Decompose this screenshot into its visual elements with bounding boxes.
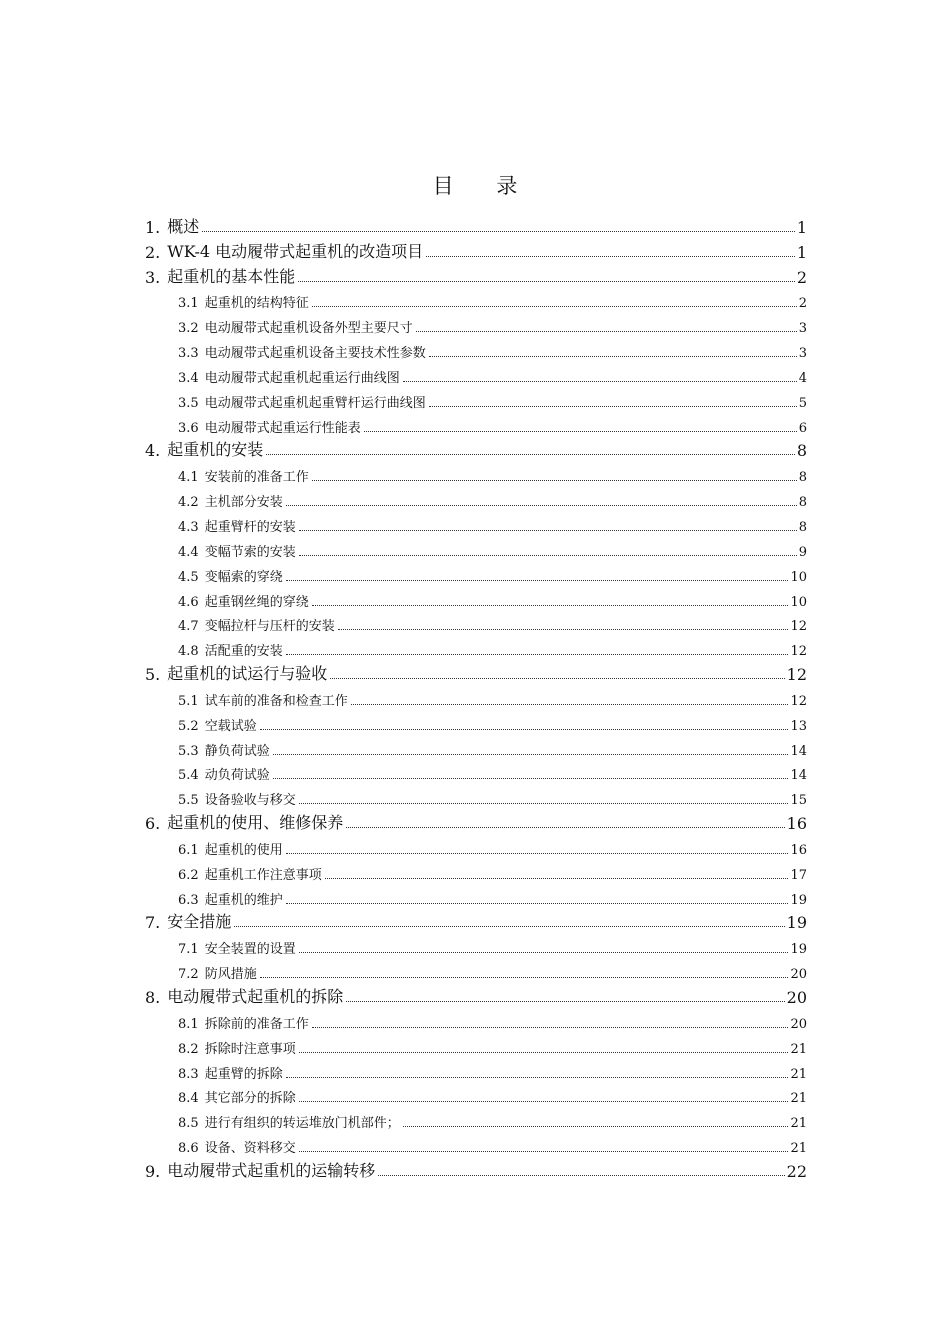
toc-entry-number: 3. — [145, 267, 161, 287]
toc-entry-page: 20 — [790, 1016, 807, 1032]
toc-entry-page: 12 — [786, 665, 807, 685]
toc-dot-leader — [426, 256, 795, 257]
toc-entry-title: 电动履带式起重运行性能表 — [204, 420, 361, 436]
toc-section-entry[interactable] — [145, 684, 807, 709]
toc-entry-page: 12 — [790, 693, 807, 709]
toc-dot-leader — [346, 827, 784, 828]
toc-chapter-entry[interactable] — [145, 659, 807, 684]
toc-section-entry[interactable] — [145, 311, 807, 336]
toc-entry-number: 3.1 — [178, 296, 199, 312]
toc-entry-title: 概述 — [167, 216, 200, 236]
toc-entry-number: 3.6 — [178, 420, 199, 436]
toc-entry-number: 8.4 — [178, 1091, 199, 1107]
toc-section-entry[interactable] — [145, 1082, 807, 1107]
toc-dot-leader — [273, 754, 789, 755]
toc-chapter-entry[interactable] — [145, 436, 807, 461]
toc-dot-leader — [260, 729, 789, 730]
toc-section-entry[interactable] — [145, 932, 807, 957]
toc-section-entry[interactable] — [145, 1131, 807, 1156]
toc-section-entry[interactable] — [145, 883, 807, 908]
toc-entry-number: 2. — [145, 242, 161, 262]
toc-entry-title: 安全措施 — [167, 912, 232, 932]
toc-entry-number: 4.8 — [178, 644, 199, 660]
toc-entry-page: 1 — [796, 217, 807, 237]
toc-entry-title: WK-4 电动履带式起重机的改造项目 — [167, 241, 424, 261]
toc-entry-number: 8.2 — [178, 1041, 199, 1057]
toc-entry-page: 8 — [796, 441, 807, 461]
toc-entry-page: 5 — [798, 395, 807, 411]
toc-entry-title: 起重臂的拆除 — [204, 1066, 283, 1082]
toc-entry-number: 4.2 — [178, 495, 199, 511]
toc-chapter-entry[interactable] — [145, 982, 807, 1007]
toc-entry-page: 3 — [798, 346, 807, 362]
toc-entry-title: 起重机的试运行与验收 — [167, 664, 328, 684]
toc-entry-number: 3.4 — [178, 370, 199, 386]
toc-chapter-entry[interactable] — [145, 262, 807, 287]
toc-entry-number: 1. — [145, 217, 161, 237]
toc-entry-page: 14 — [790, 743, 807, 759]
toc-section-entry[interactable] — [145, 1057, 807, 1082]
toc-section-entry[interactable] — [145, 510, 807, 535]
toc-dot-leader — [299, 1101, 789, 1102]
toc-section-entry[interactable] — [145, 336, 807, 361]
toc-entry-page: 8 — [798, 519, 807, 535]
toc-entry-title: 防风措施 — [204, 967, 257, 983]
toc-section-entry[interactable] — [145, 634, 807, 659]
toc-dot-leader — [429, 406, 797, 407]
toc-dot-leader — [202, 231, 795, 232]
toc-section-entry[interactable] — [145, 560, 807, 585]
toc-dot-leader — [299, 1151, 789, 1152]
toc-entry-title: 安全装置的设置 — [204, 942, 296, 958]
toc-entry-number: 3.5 — [178, 395, 199, 411]
toc-entry-title: 电动履带式起重机起重臂杆运行曲线图 — [204, 395, 426, 411]
toc-entry-title: 设备验收与移交 — [204, 793, 296, 809]
toc-section-entry[interactable] — [145, 411, 807, 436]
toc-section-entry[interactable] — [145, 858, 807, 883]
toc-entry-page: 17 — [790, 867, 807, 883]
toc-section-entry[interactable] — [145, 585, 807, 610]
toc-entry-title: 起重机的使用、维修保养 — [167, 813, 344, 833]
toc-section-entry[interactable] — [145, 783, 807, 808]
toc-entry-page: 21 — [790, 1141, 807, 1157]
toc-entry-title: 起重机的基本性能 — [167, 266, 296, 286]
toc-dot-leader — [312, 480, 797, 481]
toc-entry-page: 12 — [790, 644, 807, 660]
toc-entry-title: 进行有组织的转运堆放门机部件； — [204, 1116, 400, 1132]
toc-entry-number: 5.1 — [178, 693, 199, 709]
toc-dot-leader — [403, 381, 797, 382]
toc-entry-title: 起重臂杆的安装 — [204, 519, 296, 535]
toc-entry-page: 3 — [798, 321, 807, 337]
toc-entry-number: 7.2 — [178, 967, 199, 983]
toc-section-entry[interactable] — [145, 759, 807, 784]
toc-entry-page: 19 — [790, 942, 807, 958]
toc-entry-page: 19 — [790, 892, 807, 908]
toc-section-entry[interactable] — [145, 1007, 807, 1032]
toc-dot-leader — [286, 654, 789, 655]
toc-entry-page: 2 — [798, 296, 807, 312]
toc-entry-page: 4 — [798, 370, 807, 386]
toc-dot-leader — [286, 580, 789, 581]
toc-entry-title: 电动履带式起重机的拆除 — [167, 987, 344, 1006]
toc-entry-title: 起重机的维护 — [204, 892, 283, 908]
toc-chapter-entry[interactable] — [145, 212, 807, 237]
toc-entry-page: 16 — [786, 814, 807, 834]
toc-dot-leader — [286, 505, 797, 506]
toc-entry-page: 9 — [798, 544, 807, 560]
toc-entry-number: 4.3 — [178, 519, 199, 535]
toc-entry-number: 5.2 — [178, 718, 199, 734]
toc-section-entry[interactable] — [145, 386, 807, 411]
toc-entry-page: 8 — [798, 495, 807, 511]
toc-entry-page: 6 — [798, 420, 807, 436]
toc-list — [145, 212, 807, 1181]
toc-dot-leader — [351, 704, 789, 705]
toc-entry-title: 设备、资料移交 — [204, 1141, 296, 1157]
toc-entry-number: 4.1 — [178, 470, 199, 486]
toc-section-entry[interactable] — [145, 460, 807, 485]
toc-dot-leader — [416, 331, 797, 332]
toc-entry-page: 21 — [790, 1066, 807, 1082]
toc-entry-number: 6.3 — [178, 892, 199, 908]
toc-section-entry[interactable] — [145, 610, 807, 635]
toc-entry-title: 活配重的安装 — [204, 644, 283, 660]
toc-entry-number: 5.5 — [178, 793, 199, 809]
toc-entry-number: 8.6 — [178, 1141, 199, 1157]
toc-entry-page: 20 — [786, 988, 807, 1007]
toc-entry-number: 8.1 — [178, 1016, 199, 1032]
toc-entry-page: 16 — [790, 842, 807, 858]
toc-dot-leader — [286, 853, 789, 854]
toc-dot-leader — [378, 1175, 784, 1176]
toc-entry-page: 20 — [790, 967, 807, 983]
toc-entry-title: 其它部分的拆除 — [204, 1091, 296, 1107]
toc-dot-leader — [273, 778, 789, 779]
toc-dot-leader — [260, 977, 789, 978]
toc-dot-leader — [312, 605, 789, 606]
toc-section-entry[interactable] — [145, 734, 807, 759]
toc-section-entry[interactable] — [145, 957, 807, 982]
toc-dot-leader — [312, 306, 797, 307]
toc-chapter-entry[interactable] — [145, 908, 807, 933]
toc-chapter-entry[interactable] — [145, 237, 807, 262]
toc-entry-number: 5.4 — [178, 768, 199, 784]
toc-entry-title: 变幅索的穿绕 — [204, 569, 283, 585]
toc-entry-title: 起重钢丝绳的穿绕 — [204, 594, 309, 610]
toc-entry-page: 21 — [790, 1041, 807, 1057]
toc-entry-page: 19 — [786, 913, 807, 933]
toc-entry-page: 2 — [796, 267, 807, 287]
toc-entry-number: 9. — [145, 1161, 161, 1181]
toc-entry-number: 8. — [145, 988, 161, 1007]
toc-entry-page: 21 — [790, 1116, 807, 1132]
toc-entry-number: 4. — [145, 441, 161, 461]
toc-entry-page: 8 — [798, 470, 807, 486]
toc-entry-title: 电动履带式起重机设备主要技术性参数 — [204, 346, 426, 362]
toc-dot-leader — [299, 803, 789, 804]
toc-entry-number: 4.7 — [178, 619, 199, 635]
toc-dot-leader — [312, 1027, 789, 1028]
toc-section-entry[interactable] — [145, 1106, 807, 1131]
toc-entry-title: 空载试验 — [204, 718, 257, 734]
toc-entry-title: 拆除时注意事项 — [204, 1041, 296, 1057]
toc-dot-leader — [234, 926, 784, 927]
toc-section-entry[interactable] — [145, 485, 807, 510]
toc-entry-title: 动负荷试验 — [204, 768, 270, 784]
toc-entry-number: 4.5 — [178, 569, 199, 585]
toc-entry-page: 15 — [790, 793, 807, 809]
toc-dot-leader — [299, 555, 797, 556]
toc-entry-title: 起重机的使用 — [204, 842, 283, 858]
toc-section-entry[interactable] — [145, 535, 807, 560]
toc-entry-number: 7.1 — [178, 942, 199, 958]
toc-entry-number: 7. — [145, 913, 161, 933]
toc-entry-number: 6.2 — [178, 867, 199, 883]
toc-entry-title: 安装前的准备工作 — [204, 470, 309, 486]
toc-entry-title: 电动履带式起重机起重运行曲线图 — [204, 370, 400, 386]
toc-entry-number: 6.1 — [178, 842, 199, 858]
toc-entry-page: 10 — [790, 569, 807, 585]
toc-dot-leader — [286, 903, 789, 904]
toc-chapter-entry[interactable] — [145, 808, 807, 833]
toc-entry-title: 起重机的安装 — [167, 440, 264, 460]
toc-section-entry[interactable] — [145, 1032, 807, 1057]
toc-entry-number: 6. — [145, 814, 161, 834]
toc-entry-page: 10 — [790, 594, 807, 610]
toc-entry-title: 电动履带式起重机设备外型主要尺寸 — [204, 321, 413, 337]
toc-entry-page: 12 — [790, 619, 807, 635]
toc-entry-page: 1 — [796, 242, 807, 262]
toc-entry-title: 试车前的准备和检查工作 — [204, 693, 348, 709]
toc-entry-title: 静负荷试验 — [204, 743, 270, 759]
toc-entry-page: 21 — [790, 1091, 807, 1107]
toc-entry-number: 5. — [145, 665, 161, 685]
toc-entry-number: 4.6 — [178, 594, 199, 610]
toc-section-entry[interactable] — [145, 287, 807, 312]
toc-entry-title: 拆除前的准备工作 — [204, 1016, 309, 1032]
toc-entry-number: 5.3 — [178, 743, 199, 759]
toc-entry-title: 起重机的结构特征 — [204, 296, 309, 312]
toc-title: 目 录 — [432, 174, 536, 198]
toc-entry-title: 变幅拉杆与压杆的安装 — [204, 619, 335, 635]
toc-dot-leader — [403, 1126, 789, 1127]
toc-entry-page: 14 — [790, 768, 807, 784]
toc-chapter-entry[interactable] — [145, 1156, 807, 1181]
toc-dot-leader — [364, 431, 797, 432]
toc-dot-leader — [429, 356, 797, 357]
toc-entry-title: 电动履带式起重机的运输转移 — [167, 1160, 376, 1180]
toc-entry-number: 8.3 — [178, 1066, 199, 1082]
toc-dot-leader — [346, 1001, 784, 1002]
toc-entry-number: 8.5 — [178, 1116, 199, 1132]
toc-dot-leader — [299, 952, 789, 953]
toc-entry-page: 22 — [786, 1161, 807, 1181]
toc-entry-number: 3.2 — [178, 321, 199, 337]
toc-section-entry[interactable] — [145, 361, 807, 386]
toc-entry-title: 主机部分安装 — [204, 495, 283, 511]
toc-dot-leader — [338, 629, 789, 630]
toc-dot-leader — [325, 878, 789, 879]
toc-dot-leader — [298, 281, 795, 282]
toc-entry-number: 4.4 — [178, 544, 199, 560]
toc-dot-leader — [286, 1077, 789, 1078]
toc-dot-leader — [330, 678, 784, 679]
toc-entry-title: 起重机工作注意事项 — [204, 867, 322, 883]
toc-dot-leader — [299, 530, 797, 531]
toc-section-entry[interactable] — [145, 833, 807, 858]
toc-entry-page: 13 — [790, 718, 807, 734]
toc-dot-leader — [266, 454, 795, 455]
toc-entry-title: 变幅节索的安装 — [204, 544, 296, 560]
toc-section-entry[interactable] — [145, 709, 807, 734]
toc-entry-number: 3.3 — [178, 346, 199, 362]
toc-dot-leader — [299, 1052, 789, 1053]
